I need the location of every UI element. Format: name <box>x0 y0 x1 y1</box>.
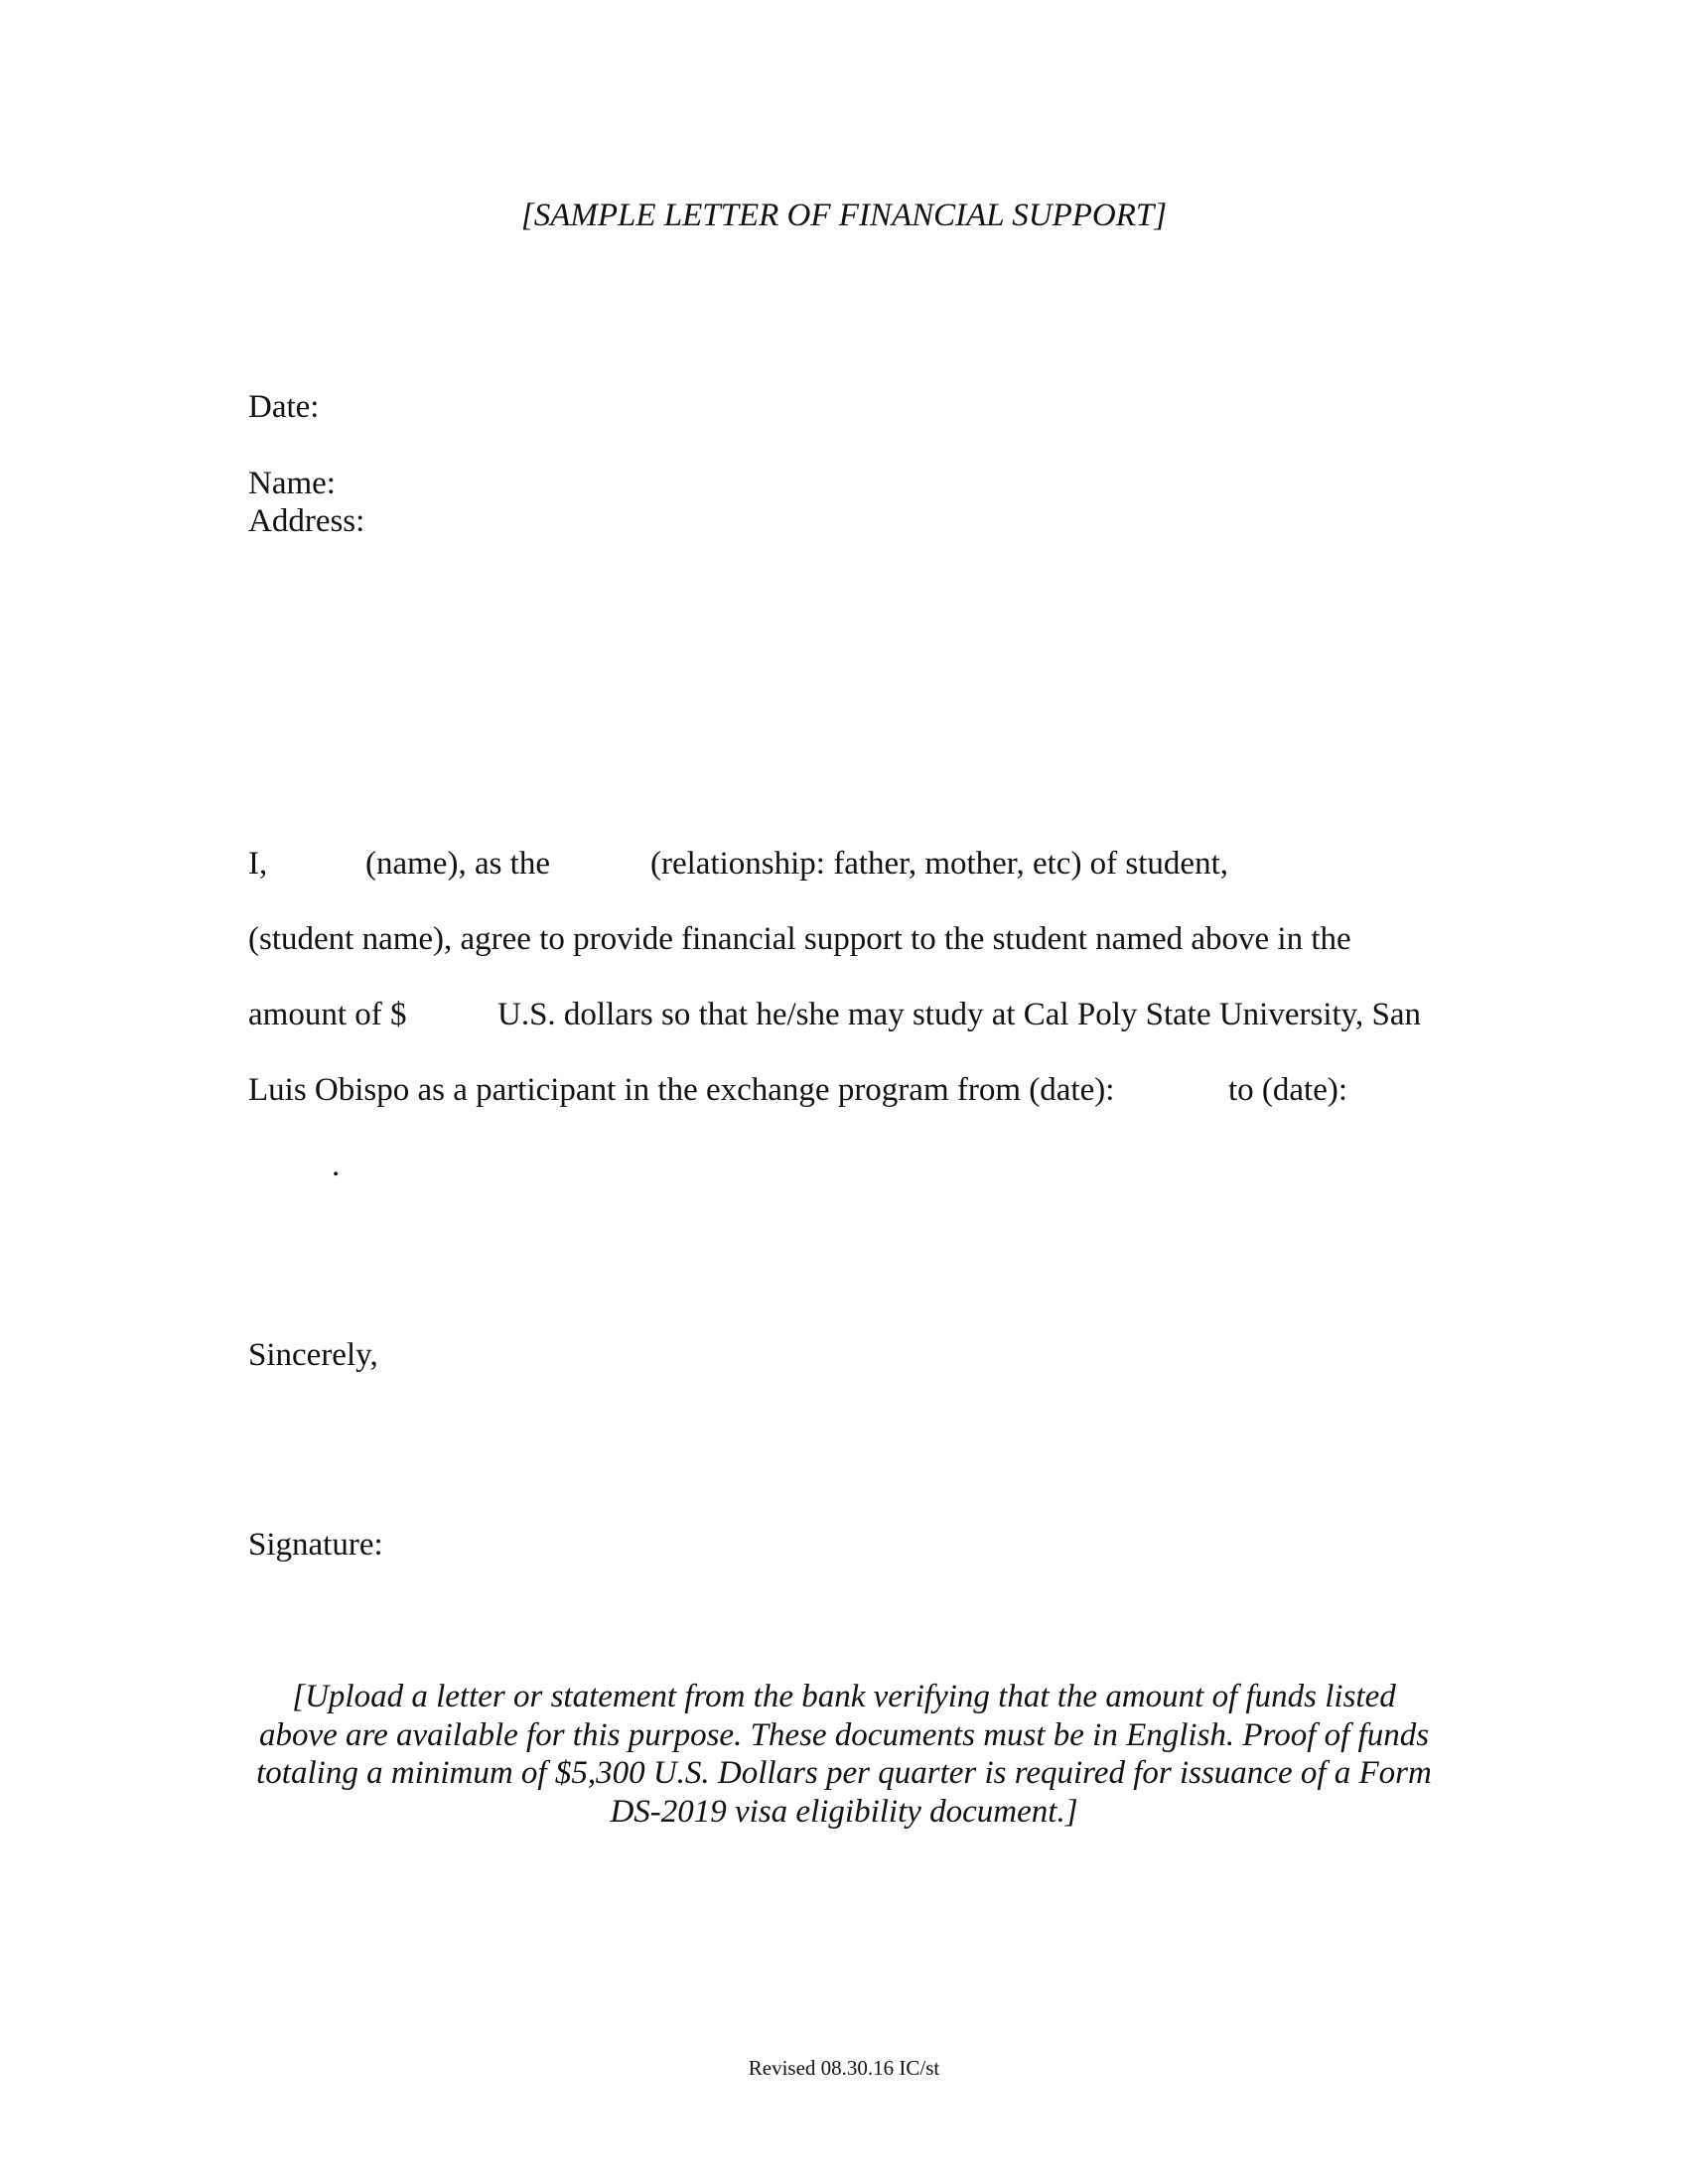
note-line: DS-2019 visa eligibility document.] <box>610 1793 1078 1830</box>
body-line3-amount: amount of $ <box>248 997 407 1032</box>
document-title: [SAMPLE LETTER OF FINANCIAL SUPPORT] <box>520 198 1168 233</box>
body-line2: (student name), agree to provide financial support to the student named above in the <box>248 921 1351 957</box>
body-line1-name: (name), as the <box>365 846 550 882</box>
signature-label: Signature: <box>248 1527 383 1563</box>
note-line: above are available for this purpose. These documents must be in English. Proof of funds <box>258 1716 1430 1753</box>
body-line5-period: . <box>332 1148 341 1183</box>
body-line4-text: Luis Obispo as a participant in the exchange program from (date): <box>248 1072 1115 1108</box>
closing: Sincerely, <box>248 1337 378 1373</box>
note-line: [Upload a letter or statement from the bank verifying that the amount of funds listed <box>292 1679 1396 1714</box>
name-label: Name: <box>248 466 336 501</box>
address-label: Address: <box>248 503 365 539</box>
date-label: Date: <box>248 389 320 425</box>
revision-footer: Revised 08.30.16 IC/st <box>748 2056 940 2080</box>
body-line4-to-date: to (date): <box>1228 1072 1348 1108</box>
body-line3-text: U.S. dollars so that he/she may study at Cal Poly State University, San <box>497 997 1422 1032</box>
instruction-note <box>199 1678 1489 1831</box>
body-line1-i: I, <box>248 846 268 882</box>
body-line1-relationship: (relationship: father, mother, etc) of student, <box>650 846 1228 882</box>
note-line: totaling a minimum of $5,300 U.S. Dollars per quarter is required for issuance of a Form <box>256 1755 1432 1791</box>
